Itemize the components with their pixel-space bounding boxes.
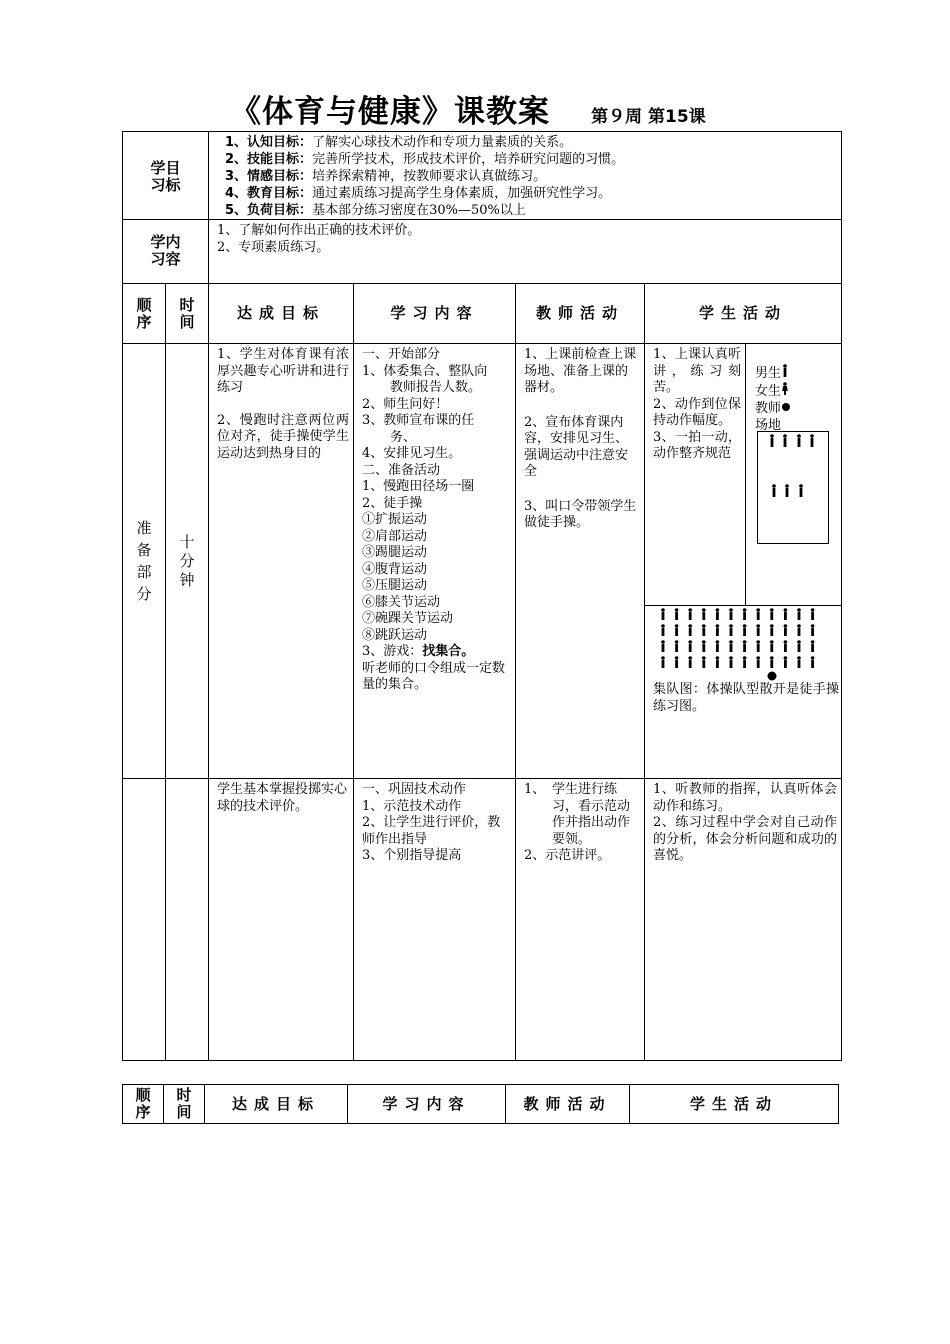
col-order: 顺 序	[123, 284, 166, 344]
student-figure-icon	[743, 608, 747, 620]
col-student: 学生活动	[645, 284, 842, 344]
col-learning: 学习内容	[354, 284, 516, 344]
week-lesson: 第９周 第15课	[591, 107, 706, 127]
objectives-list	[209, 132, 842, 220]
student-figure-icon	[770, 656, 774, 668]
student-figure-icon	[716, 608, 720, 620]
content-row	[123, 220, 842, 284]
objective-load: 5、负荷目标：基本部分练习密度在30%—50%以上	[225, 203, 526, 218]
game-name: 找集合。	[422, 644, 475, 659]
student-figure-icon	[811, 640, 815, 652]
teacher-dot-icon	[781, 402, 791, 412]
formation-legend	[755, 364, 791, 434]
formation-caption: 集队图：体操队型散开是徒手操练习图。	[653, 682, 840, 714]
student-figure-icon	[784, 624, 788, 636]
basic-learning: 一、巩固技术动作 1、示范技术动作 2、让学生进行评价，教师作出指导 3、个别指导提高	[354, 779, 516, 1061]
student-figure-icon	[688, 608, 692, 620]
column-header-row-2	[123, 1085, 839, 1124]
student-figure-icon	[702, 608, 706, 620]
legend-field: 场地	[755, 418, 782, 433]
student-figure-icon	[729, 608, 733, 620]
student-figure-icon	[729, 624, 733, 636]
student-figure-icon	[702, 656, 706, 668]
objectives-label: 学目 习标	[123, 132, 209, 220]
basic-goal: 学生基本掌握投掷实心球的技术评价。	[209, 779, 354, 1061]
lesson-title: 《体育与健康》课教案	[230, 94, 550, 130]
legend-boy: 男生	[755, 364, 791, 382]
field-figures-top	[766, 434, 818, 450]
prep-section-label: 准 备 部 分	[123, 344, 166, 779]
col-teacher-2: 教师活动	[506, 1085, 630, 1124]
student-figure-icon	[688, 624, 692, 636]
col-goal-2: 达成目标	[205, 1085, 348, 1124]
student-figure-icon	[797, 640, 801, 652]
basic-section-label	[123, 779, 166, 1061]
page-title	[230, 86, 706, 131]
col-order-2: 顺 序	[123, 1085, 164, 1124]
prep-student	[645, 344, 842, 779]
male-figure-icon	[781, 364, 789, 377]
student-figure-icon	[811, 608, 815, 620]
legend-girl: 女生	[755, 382, 791, 400]
student-figure-icon	[811, 656, 815, 668]
student-figure-icon	[729, 656, 733, 668]
prep-time: 十 分 钟	[166, 344, 209, 779]
basic-time	[166, 779, 209, 1061]
student-figure-icon	[675, 640, 679, 652]
student-figure-icon	[797, 656, 801, 668]
col-time-2: 时 间	[164, 1085, 205, 1124]
col-teacher: 教师活动	[516, 284, 645, 344]
student-figure-icon	[675, 656, 679, 668]
content-label: 学内 习容	[123, 220, 209, 284]
student-figure-icon	[784, 640, 788, 652]
student-figure-icon	[661, 640, 665, 652]
student-figure-icon	[743, 656, 747, 668]
formation-diagram	[657, 604, 837, 686]
student-figure-icon	[756, 624, 760, 636]
objectives-row	[123, 132, 842, 220]
inner-divider-vertical	[745, 344, 746, 605]
prep-goal: 1、学生对体育课有浓厚兴趣专心听讲和进行练习 2、慢跑时注意两位两位对齐，徒手操使学生运动达到热身目的	[209, 344, 354, 779]
student-figure-icon	[743, 640, 747, 652]
lesson-plan-table	[122, 131, 842, 1061]
female-figure-icon	[781, 382, 789, 395]
field-rectangle	[757, 431, 829, 544]
student-figure-icon	[756, 608, 760, 620]
prep-row	[123, 344, 842, 779]
basic-row	[123, 779, 842, 1061]
student-figure-icon	[716, 656, 720, 668]
student-figure-icon	[770, 640, 774, 652]
col-learning-2: 学习内容	[348, 1085, 506, 1124]
student-figure-icon	[743, 624, 747, 636]
student-figure-icon	[688, 640, 692, 652]
basic-student: 1、听教师的指挥，认真听体会动作和练习。 2、练习过程中学会对自己动作的分析，体会分析问题和成功的喜悦。	[645, 779, 842, 1061]
col-goal: 达成目标	[209, 284, 354, 344]
student-figure-icon	[675, 624, 679, 636]
objective-skill: 2、技能目标：完善所学技术，形成技术评价，培养研究问题的习惯。	[225, 152, 625, 167]
student-figure-icon	[702, 640, 706, 652]
content-list: 1、了解如何作出正确的技术评价。 2、专项素质练习。	[209, 220, 842, 284]
second-page-header-table	[122, 1084, 839, 1124]
student-figure-icon	[716, 624, 720, 636]
objective-education: 4、教育目标：通过素质练习提高学生身体素质，加强研究性学习。	[225, 186, 612, 201]
col-time: 时 间	[166, 284, 209, 344]
student-figure-icon	[661, 608, 665, 620]
student-figure-icon	[770, 624, 774, 636]
column-header-row	[123, 284, 842, 344]
col-student-2: 学生活动	[630, 1085, 839, 1124]
student-figure-icon	[770, 608, 774, 620]
prep-teacher: 1、上课前检查上课场地、准备上课的器材。 2、宣布体育课内容，安排见习生、强调运动中注意安全 3、叫口令带领学生做徒手操。	[516, 344, 645, 779]
student-figure-icon	[661, 656, 665, 668]
student-figure-icon	[797, 608, 801, 620]
student-figure-icon	[702, 624, 706, 636]
student-figure-icon	[756, 640, 760, 652]
prep-student-text: 1、上课认真听讲，练习刻苦。 2、动作到位保持动作幅度。 3、一拍一动，动作整齐规范	[653, 347, 742, 461]
student-figure-icon	[661, 624, 665, 636]
student-figure-icon	[688, 656, 692, 668]
student-figure-icon	[729, 640, 733, 652]
legend-teacher: 教师	[755, 400, 791, 417]
student-figure-icon	[784, 608, 788, 620]
student-figure-icon	[675, 608, 679, 620]
student-figure-icon	[784, 656, 788, 668]
student-figure-icon	[811, 624, 815, 636]
student-figure-icon	[716, 640, 720, 652]
field-figures-bottom	[768, 484, 820, 500]
student-figure-icon	[797, 624, 801, 636]
objective-cognitive: 1、认知目标：了解实心球技术动作和专项力量素质的关系。	[225, 135, 573, 150]
objective-emotion: 3、情感目标：培养探索精神，按教师要求认真做练习。	[225, 169, 547, 184]
basic-teacher: 1、 学生进行练习，看示范动作并指出动作要领。 2、示范讲评。	[516, 779, 645, 1061]
student-figure-icon	[756, 656, 760, 668]
prep-learning: 一、开始部分 1、体委集合、整队向 教师报告人数。 2、师生问好！ 3、教师宣布课的任 务、 4、安排见习生。 二、准备活动 1、慢跑田径场一圈 2、徒手操 ①扩振运动 ②肩部运动 ③踢腿运动 ④腹背运动 ⑤压腿运动 ⑥膝关节运动 ⑦碗踝关节运动 ⑧跳跃运动 3、游戏：找集合。 听老师的口令组成一定数量的集合。	[354, 344, 516, 779]
